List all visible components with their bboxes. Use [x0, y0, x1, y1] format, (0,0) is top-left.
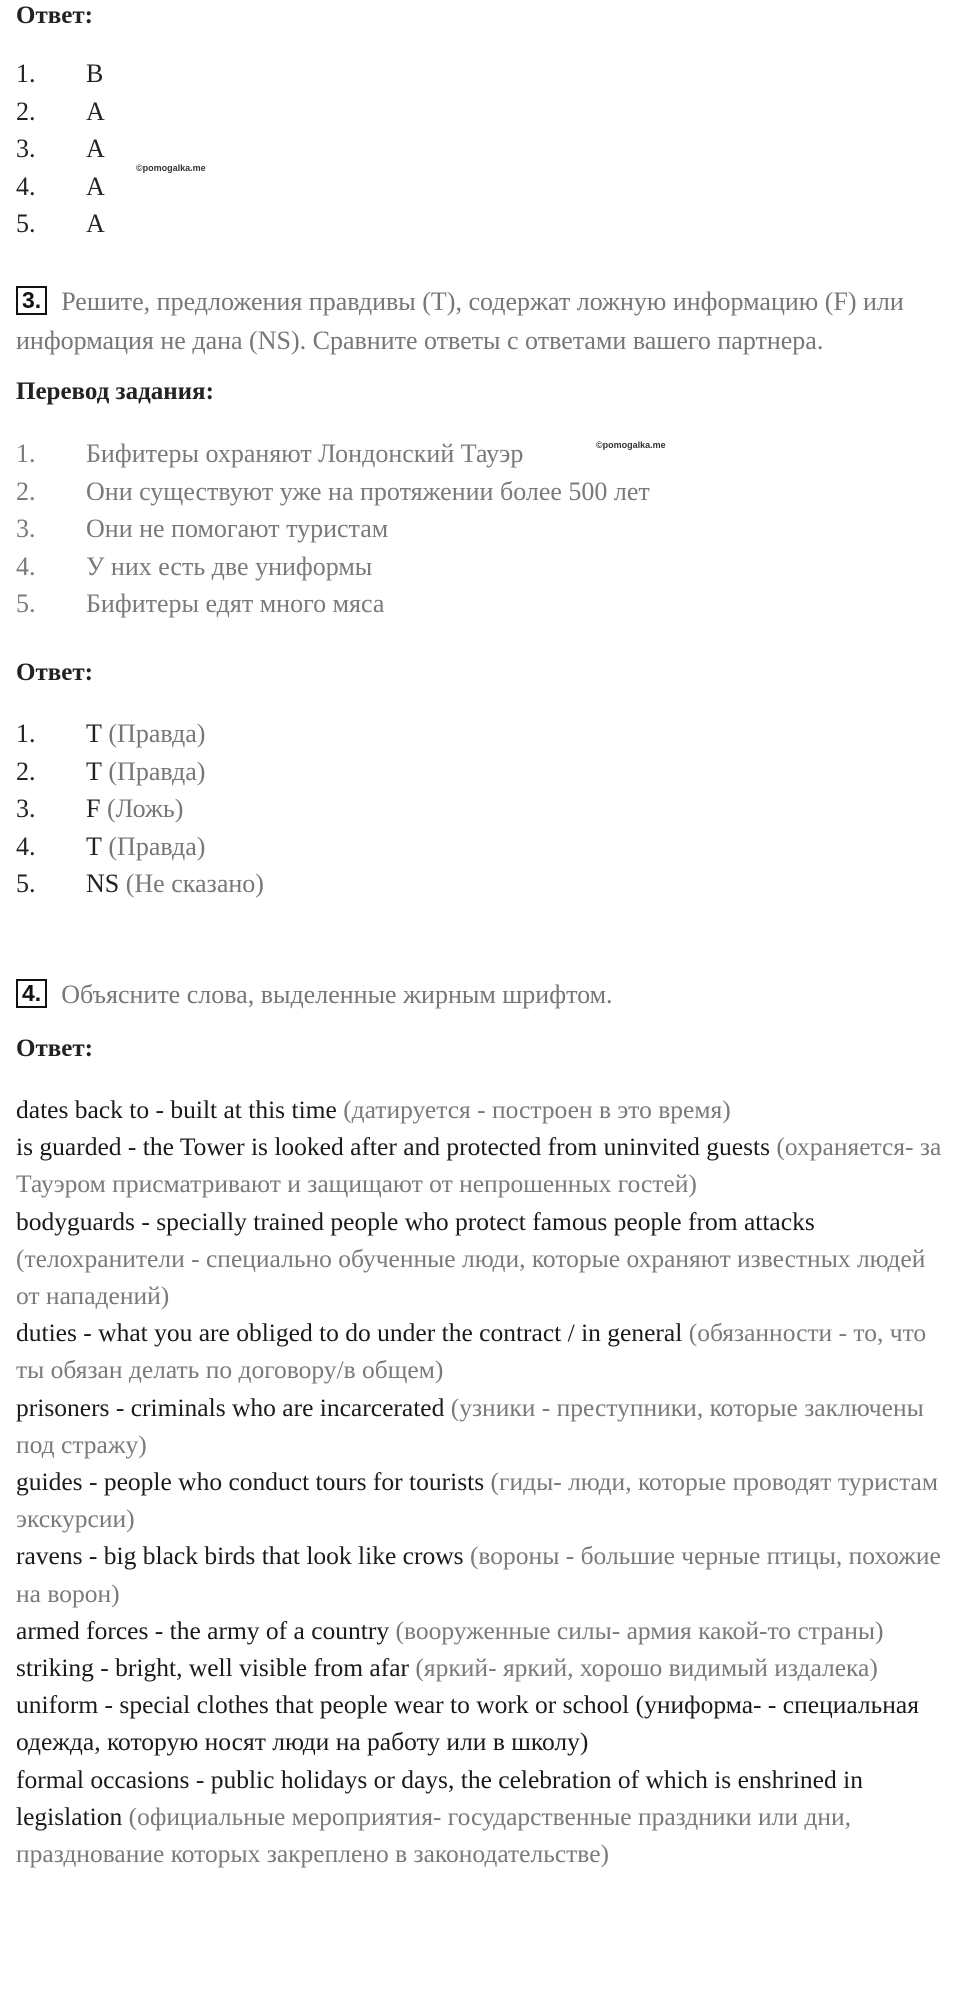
answer-item [16, 130, 105, 168]
definition-english: dates back to - built at this time [16, 1095, 337, 1124]
item-number: 3. [16, 514, 36, 543]
definition-russian: (вороны - большие черные птицы, похожие на ворон) [16, 1541, 941, 1608]
answer-item [16, 790, 264, 828]
answer-item [16, 715, 264, 753]
answer-item [16, 205, 105, 243]
item-value: A [86, 134, 105, 163]
definition-russian: (телохранители - специально обученные люди, которые охраняют известных людей от нападений) [16, 1243, 926, 1311]
definition-entry [16, 1463, 951, 1537]
answer-item [16, 828, 264, 866]
translation-item [16, 510, 650, 548]
answer-item [16, 865, 264, 903]
item-value: A [86, 96, 105, 126]
item-value: T [86, 756, 102, 786]
definition-english: uniform - special clothes that people wear to work or school (униформа- - специальная одежда, которую носят люди на работу или в школу) [16, 1690, 919, 1757]
item-value: A [86, 209, 105, 238]
task-number-box: 4. [16, 979, 47, 1008]
answer-item [16, 93, 105, 131]
item-number: 1. [16, 59, 36, 88]
definition-english: duties - what you are obliged to do under the contract / in general [16, 1318, 683, 1348]
definition-entry [16, 1649, 951, 1686]
item-value: A [86, 171, 105, 201]
item-text: Они не помогают туристам [86, 514, 389, 543]
item-value: NS [86, 869, 120, 898]
translation-item [16, 585, 650, 623]
task-number-box: 3. [16, 286, 47, 315]
definition-russian: (охраняется- за Тауэром присматривают и защищают от непрошенных гостей) [16, 1132, 942, 1199]
translation-item [16, 548, 650, 586]
item-number: 2. [16, 96, 36, 126]
watermark: ©pomogalka.me [596, 440, 666, 450]
definition-russian: (узники - преступники, которые заключены под стражу) [16, 1392, 924, 1459]
item-number: 2. [16, 476, 36, 506]
item-number: 4. [16, 551, 36, 581]
task-3-text: Решите, предложения правдивы (T), содержат ложную информацию (F) или информация не дана (NS). Сравните ответы с ответами вашего партнера. [16, 287, 904, 355]
definition-entry [16, 1091, 951, 1128]
item-note: (Правда) [108, 719, 206, 748]
answer-item [16, 55, 105, 93]
definition-entry [16, 1203, 951, 1315]
task-4 [16, 975, 946, 1014]
definition-english: striking - bright, well visible from afar [16, 1653, 410, 1683]
definition-russian: (яркий- яркий, хорошо видимый издалека) [415, 1653, 878, 1683]
item-number: 4. [16, 831, 36, 861]
item-text: Бифитеры едят много мяса [86, 589, 385, 618]
item-note: (Правда) [108, 831, 206, 861]
definition-russian: (вооруженные силы- армия какой-то страны) [395, 1615, 884, 1645]
watermark: ©pomogalka.me [136, 163, 206, 173]
definition-english: armed forces - the army of a country [16, 1615, 390, 1645]
translation-item [16, 435, 650, 473]
item-value: T [86, 719, 102, 748]
item-text: Они существуют уже на протяжении более 500 лет [86, 476, 650, 506]
definition-english: bodyguards - specially trained people who protect famous people from attacks [16, 1206, 815, 1236]
answer-heading-1: Ответ: [16, 2, 93, 29]
item-number: 1. [16, 439, 36, 468]
answer-item [16, 753, 264, 791]
definition-english: formal occasions - public holidays or days, the celebration of which is enshrined in legislation [16, 1764, 863, 1831]
definition-russian: (официальные мероприятия- государственные праздники или дни, празднование которых закреплено в законодательстве) [16, 1801, 852, 1869]
item-number: 4. [16, 171, 36, 201]
definitions-list [16, 1091, 951, 1872]
definition-english: is guarded - the Tower is looked after and protected from uninvited guests [16, 1132, 771, 1162]
item-text: Бифитеры охраняют Лондонский Тауэр [86, 439, 524, 468]
definition-entry [16, 1761, 951, 1873]
item-number: 2. [16, 756, 36, 786]
definition-russian: (обязанности - то, что ты обязан делать по договору/в общем) [16, 1318, 927, 1385]
answer-list-1 [16, 55, 105, 243]
item-number: 3. [16, 794, 36, 823]
answer-heading-3: Ответ: [16, 659, 93, 686]
definition-english: prisoners - criminals who are incarcerated [16, 1392, 445, 1422]
translation-item [16, 473, 650, 511]
item-value: F [86, 794, 101, 823]
definition-entry [16, 1686, 951, 1760]
answer-item [16, 168, 105, 206]
item-value: T [86, 831, 102, 861]
translation-heading: Перевод задания: [16, 378, 214, 405]
item-text: У них есть две униформы [86, 551, 373, 581]
item-note: (Ложь) [106, 794, 184, 823]
definition-russian: (гиды- люди, которые проводят туристам экскурсии) [16, 1467, 939, 1534]
definition-english: ravens - big black birds that look like crows [16, 1541, 464, 1571]
definition-entry [16, 1612, 951, 1649]
definition-entry [16, 1537, 951, 1611]
answer-heading-4: Ответ: [16, 1035, 93, 1062]
definition-english: guides - people who conduct tours for tourists [16, 1467, 485, 1497]
definition-entry [16, 1389, 951, 1463]
definition-entry [16, 1128, 951, 1202]
task-4-text: Объясните слова, выделенные жирным шрифтом. [61, 980, 613, 1009]
answer-list-3 [16, 715, 264, 903]
definition-russian: (датируется - построен в это время) [343, 1095, 731, 1124]
item-note: (Правда) [108, 756, 206, 786]
translation-list [16, 435, 650, 623]
item-value: B [86, 59, 104, 88]
item-number: 1. [16, 719, 36, 748]
item-number: 5. [16, 589, 36, 618]
item-number: 5. [16, 209, 36, 238]
item-note: (Не сказано) [125, 869, 264, 898]
task-3 [16, 282, 946, 360]
item-number: 5. [16, 869, 36, 898]
item-number: 3. [16, 134, 36, 163]
definition-entry [16, 1314, 951, 1388]
